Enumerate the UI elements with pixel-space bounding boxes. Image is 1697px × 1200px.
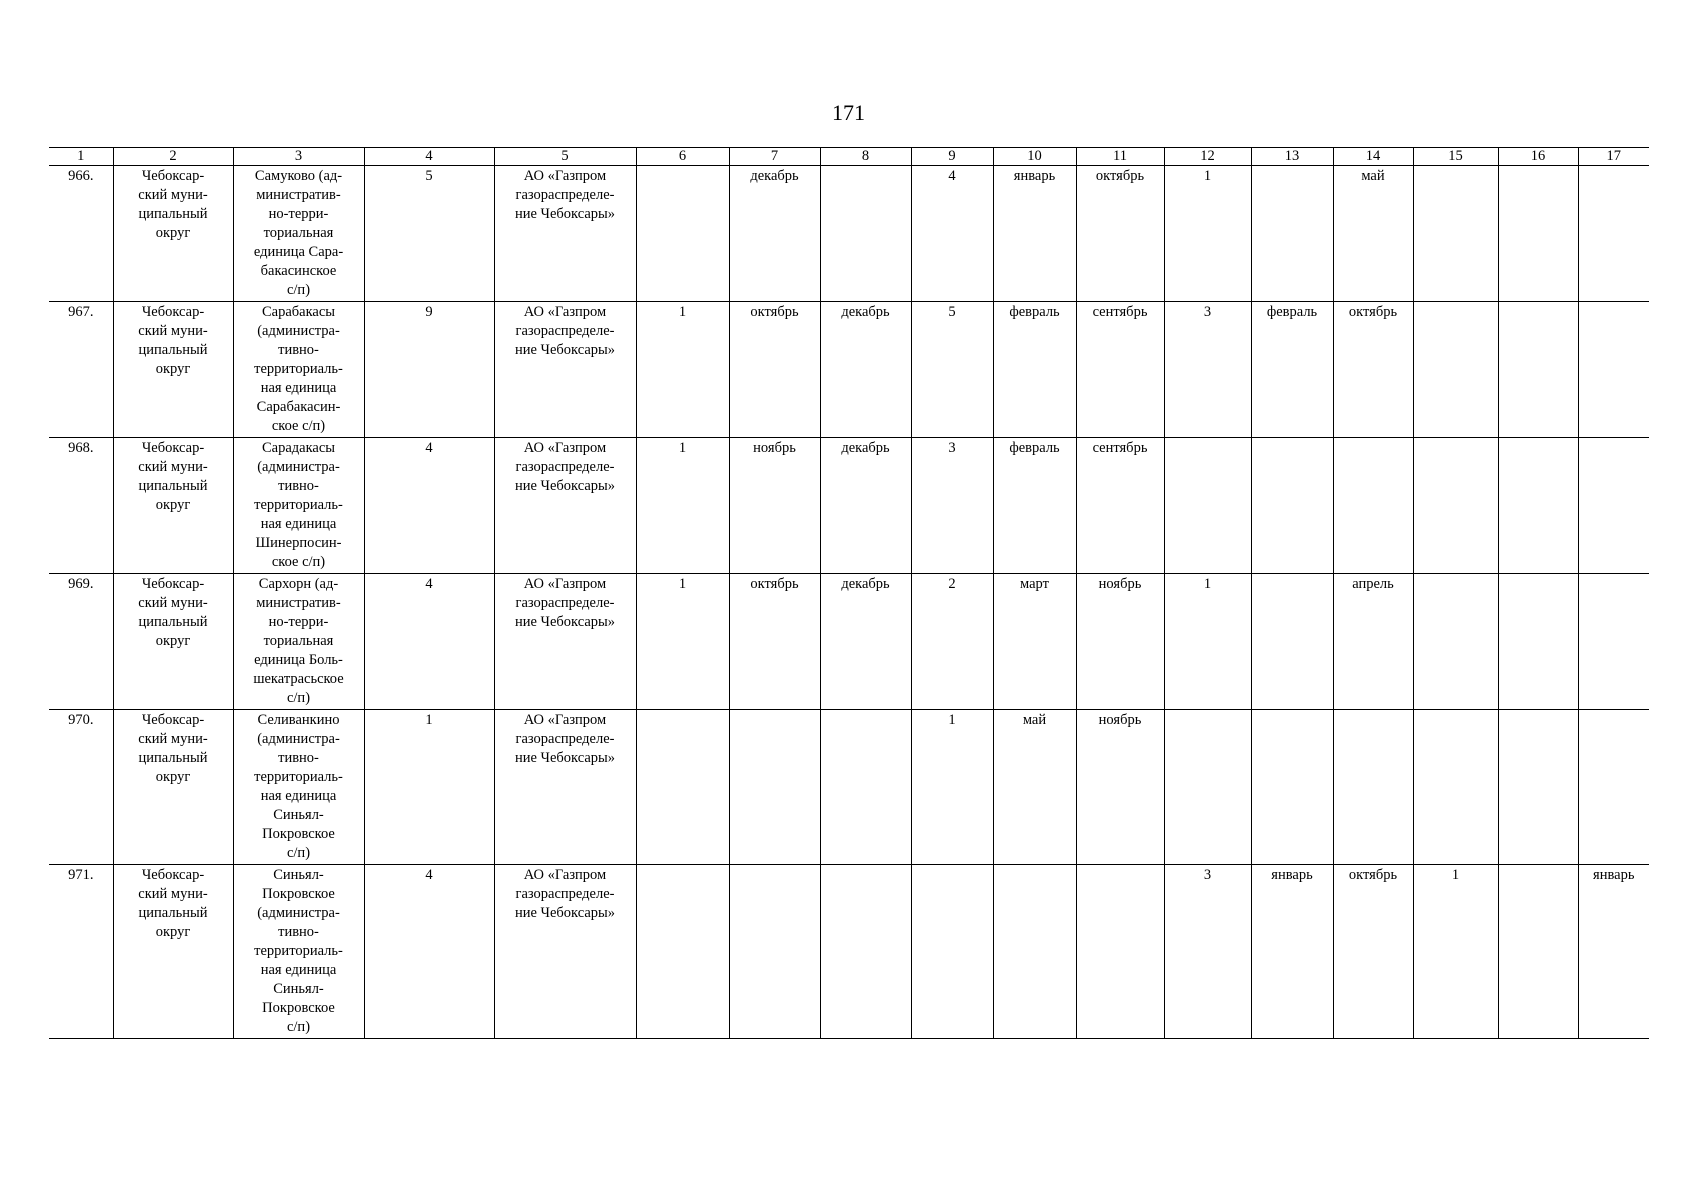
column-header: 16: [1498, 148, 1578, 166]
table-cell: Чебоксар- ский муни- ципальный округ: [113, 710, 233, 865]
table-cell: 5: [911, 302, 993, 438]
header-row: [49, 148, 1649, 166]
table-cell: 1: [1164, 166, 1251, 302]
table-cell: апрель: [1333, 574, 1413, 710]
table-cell: 1: [1164, 574, 1251, 710]
table-cell: сентябрь: [1076, 438, 1164, 574]
table-cell: Селиванкино (администра- тивно- территориаль- ная единица Синьял- Покровское с/п): [233, 710, 364, 865]
table-cell: [1076, 865, 1164, 1039]
table-cell: [1333, 438, 1413, 574]
table-cell: [911, 865, 993, 1039]
table-cell: [1251, 166, 1333, 302]
table-cell: май: [993, 710, 1076, 865]
table-row: [49, 710, 1649, 865]
table-cell: 1: [636, 574, 729, 710]
table-cell: Чебоксар- ский муни- ципальный округ: [113, 302, 233, 438]
table-cell: Чебоксар- ский муни- ципальный округ: [113, 865, 233, 1039]
table-cell: ноябрь: [729, 438, 820, 574]
column-header: 1: [49, 148, 113, 166]
table-cell: 4: [911, 166, 993, 302]
table-cell: 3: [1164, 302, 1251, 438]
table-cell: [1578, 710, 1649, 865]
table-cell: Сарадакасы (администра- тивно- территориаль- ная единица Шинерпосин- ское с/п): [233, 438, 364, 574]
table-cell: Сарабакасы (администра- тивно- территориаль- ная единица Сарабакасин- ское с/п): [233, 302, 364, 438]
table-cell: [1413, 710, 1498, 865]
table-cell: [636, 710, 729, 865]
schedule-table: [49, 147, 1649, 1039]
table-cell: [1413, 574, 1498, 710]
table-row: [49, 438, 1649, 574]
table-cell: 1: [636, 302, 729, 438]
table-cell: март: [993, 574, 1076, 710]
table-cell: 1: [911, 710, 993, 865]
table-cell: АО «Газпром газораспределе- ние Чебоксары»: [494, 710, 636, 865]
column-header: 10: [993, 148, 1076, 166]
column-header: 14: [1333, 148, 1413, 166]
column-header: 2: [113, 148, 233, 166]
table-cell: [1164, 710, 1251, 865]
column-header: 3: [233, 148, 364, 166]
table-cell: 4: [364, 865, 494, 1039]
column-header: 7: [729, 148, 820, 166]
table-cell: май: [1333, 166, 1413, 302]
table-cell: АО «Газпром газораспределе- ние Чебоксары»: [494, 865, 636, 1039]
column-header: 17: [1578, 148, 1649, 166]
table-cell: [993, 865, 1076, 1039]
page-number: 171: [832, 100, 865, 125]
table-cell: [1413, 166, 1498, 302]
table-cell: 3: [911, 438, 993, 574]
table-cell: 4: [364, 438, 494, 574]
column-header: 5: [494, 148, 636, 166]
table-cell: [1578, 166, 1649, 302]
table-cell: Синьял- Покровское (администра- тивно- территориаль- ная единица Синьял- Покровское с/п): [233, 865, 364, 1039]
table-cell: февраль: [993, 438, 1076, 574]
table-cell: Самуково (ад- министратив- но-терри- ториальная единица Сара- бакасинское с/п): [233, 166, 364, 302]
column-header: 15: [1413, 148, 1498, 166]
table-cell: [1413, 438, 1498, 574]
table-cell: Сархорн (ад- министратив- но-терри- ториальная единица Боль- шекатрасьское с/п): [233, 574, 364, 710]
column-header: 13: [1251, 148, 1333, 166]
table-cell: февраль: [993, 302, 1076, 438]
column-header: 9: [911, 148, 993, 166]
table-cell: [1498, 166, 1578, 302]
table-cell: АО «Газпром газораспределе- ние Чебоксары»: [494, 438, 636, 574]
table-cell: [820, 166, 911, 302]
table-cell: ноябрь: [1076, 574, 1164, 710]
table-cell: [1333, 710, 1413, 865]
table-cell: октябрь: [1333, 865, 1413, 1039]
table-cell: АО «Газпром газораспределе- ние Чебоксары»: [494, 574, 636, 710]
table-cell: декабрь: [820, 574, 911, 710]
table-cell: 1: [364, 710, 494, 865]
table-cell: 4: [364, 574, 494, 710]
table-cell: [1498, 865, 1578, 1039]
table-cell: [636, 865, 729, 1039]
table-cell: октябрь: [729, 574, 820, 710]
table-cell: декабрь: [729, 166, 820, 302]
table-row: [49, 166, 1649, 302]
table-cell: [1578, 574, 1649, 710]
table-row: [49, 865, 1649, 1039]
table-cell: [1578, 302, 1649, 438]
table-cell: [636, 166, 729, 302]
table-cell: [820, 865, 911, 1039]
table-cell: январь: [1578, 865, 1649, 1039]
table-cell: АО «Газпром газораспределе- ние Чебоксары»: [494, 166, 636, 302]
table-cell: Чебоксар- ский муни- ципальный округ: [113, 166, 233, 302]
table-cell: 971.: [49, 865, 113, 1039]
table-cell: январь: [1251, 865, 1333, 1039]
table-cell: АО «Газпром газораспределе- ние Чебоксары»: [494, 302, 636, 438]
column-header: 6: [636, 148, 729, 166]
table-cell: октябрь: [1076, 166, 1164, 302]
table-cell: февраль: [1251, 302, 1333, 438]
table-cell: [820, 710, 911, 865]
table-cell: 969.: [49, 574, 113, 710]
table-cell: 9: [364, 302, 494, 438]
table-cell: сентябрь: [1076, 302, 1164, 438]
column-header: 4: [364, 148, 494, 166]
table-cell: 1: [1413, 865, 1498, 1039]
column-header: 11: [1076, 148, 1164, 166]
table-cell: декабрь: [820, 438, 911, 574]
column-header: 12: [1164, 148, 1251, 166]
table-cell: [1164, 438, 1251, 574]
table-cell: [1251, 710, 1333, 865]
table-cell: 3: [1164, 865, 1251, 1039]
table-cell: 970.: [49, 710, 113, 865]
table-cell: [1498, 710, 1578, 865]
table-row: [49, 574, 1649, 710]
table-cell: 1: [636, 438, 729, 574]
table-cell: [1498, 302, 1578, 438]
table-cell: [1251, 438, 1333, 574]
table-cell: [1413, 302, 1498, 438]
table-cell: 966.: [49, 166, 113, 302]
column-header: 8: [820, 148, 911, 166]
table-cell: Чебоксар- ский муни- ципальный округ: [113, 438, 233, 574]
table-cell: [729, 710, 820, 865]
table-cell: [1498, 438, 1578, 574]
table-cell: 5: [364, 166, 494, 302]
table-cell: [1578, 438, 1649, 574]
table-cell: [1498, 574, 1578, 710]
table-cell: 2: [911, 574, 993, 710]
table-cell: октябрь: [1333, 302, 1413, 438]
table-cell: январь: [993, 166, 1076, 302]
table-cell: декабрь: [820, 302, 911, 438]
table-cell: октябрь: [729, 302, 820, 438]
table-cell: 968.: [49, 438, 113, 574]
table-cell: Чебоксар- ский муни- ципальный округ: [113, 574, 233, 710]
table-cell: 967.: [49, 302, 113, 438]
table-row: [49, 302, 1649, 438]
table-cell: [1251, 574, 1333, 710]
table-cell: ноябрь: [1076, 710, 1164, 865]
table-cell: [729, 865, 820, 1039]
